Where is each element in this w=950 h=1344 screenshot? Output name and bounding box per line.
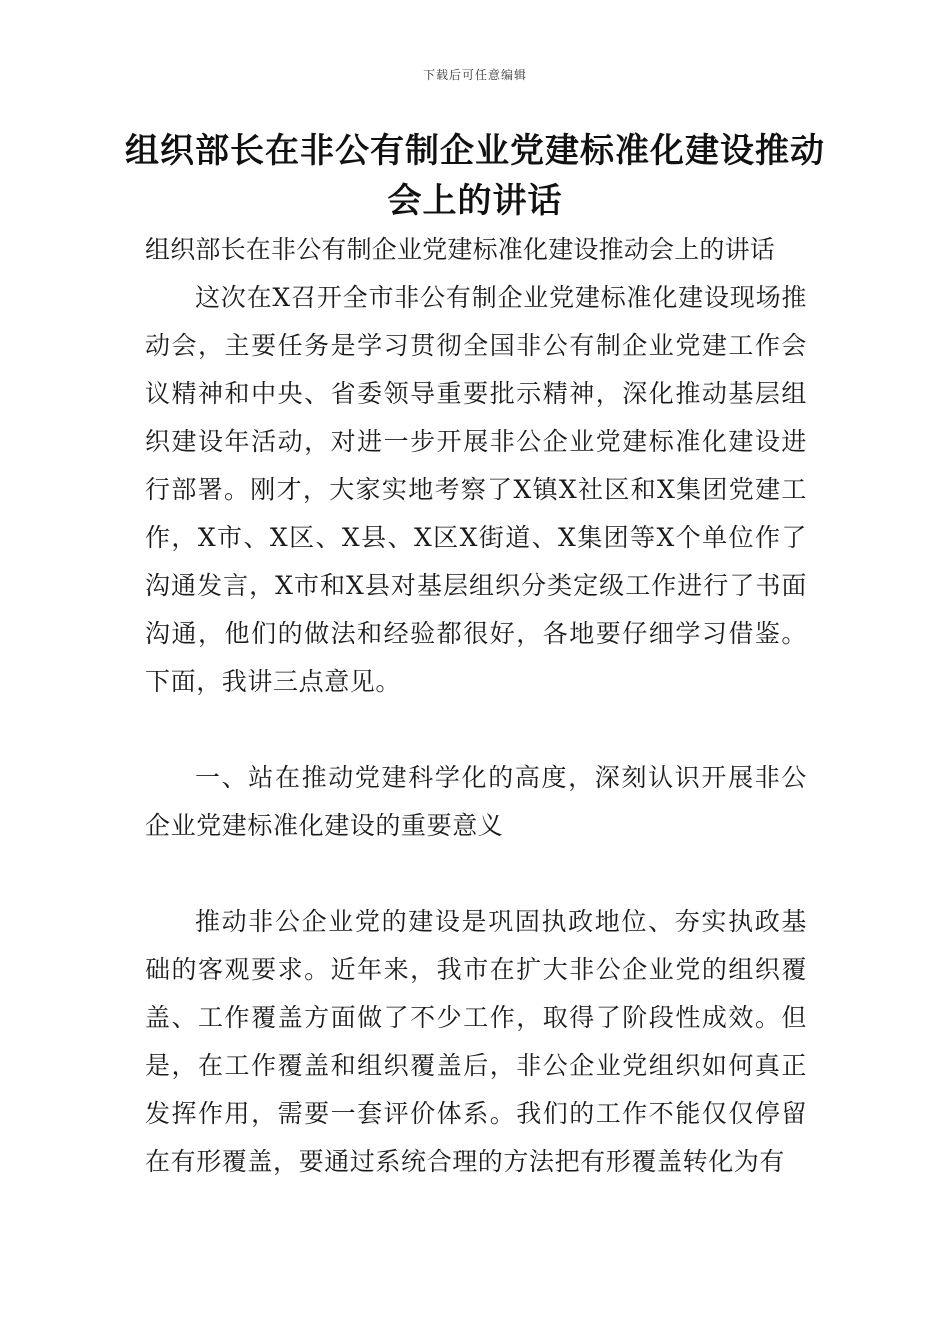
header-note: 下载后可任意编辑 <box>422 68 527 82</box>
section-heading-1: 一、站在推动党建科学化的高度，深刻认识开展非公企业党建标准化建设的重要意义 <box>145 763 807 840</box>
document-subtitle: 组织部长在非公有制企业党建标准化建设推动会上的讲话 <box>145 235 776 264</box>
paragraph-spacer <box>145 706 807 754</box>
paragraph-intro: 这次在X召开全市非公有制企业党建标准化建设现场推动会，主要任务是学习贯彻全国非公有制企业党建工作会议精神和中央、省委领导重要批示精神，深化推动基层组织建设年活动，对进一步开展非公企业党建标准化建设进行部署。刚才，大家实地考察了X镇X社区和X集团党建工作，X市、X区、X县、X区X街道、X集团等X个单位作了沟通发言，X市和X县对基层组织分类定级工作进行了书面沟通，他们的做法和经验都很好，各地要仔细学习借鉴。下面，我讲三点意见。 <box>145 283 807 696</box>
document-title: 组织部长在非公有制企业党建标准化建设推动会上的讲话 <box>125 131 825 221</box>
document-body <box>145 226 807 1186</box>
paragraph-spacer <box>145 850 807 898</box>
paragraph-section-1: 推动非公企业党的建设是巩固执政地位、夯实执政基础的客观要求。近年来，我市在扩大非公企业党的组织覆盖、工作覆盖方面做了不少工作，取得了阶段性成效。但是，在工作覆盖和组织覆盖后，非公企业党组织如何真正发挥作用，需要一套评价体系。我们的工作不能仅仅停留在有形覆盖，要通过系统合理的方法把有形覆盖转化为有 <box>145 907 807 1176</box>
